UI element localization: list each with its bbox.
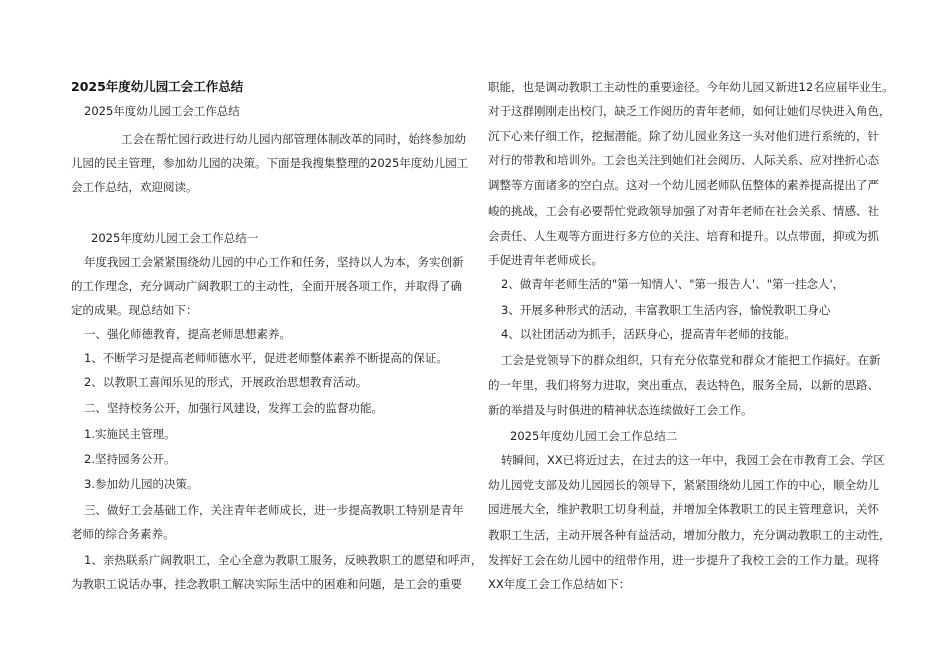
paragraph-line: 定的成果。现总结如下： [71,303,198,317]
paragraph-line: 峻的挑战，工会有必要帮忙党政领导加强了对青年老师在社会关系、情感、社 [488,204,879,218]
paragraph-line: 的工作理念，充分调动广阔教职工的主动性，全面开展各项工作，并取得了确 [71,279,462,293]
section-heading: 2025年度幼儿园工会工作总结二 [510,429,678,443]
paragraph-line: 3.参加幼儿园的决策。 [84,477,199,491]
paragraph-line: 转瞬间，XX已将近过去，在过去的这一年中，我园工会在市教育工会、学区 [501,453,885,467]
paragraph-line: 调整等方面诸多的空白点。这对一个幼儿园老师队伍整体的素养提高提出了严 [488,178,879,192]
paragraph-line: 2.坚持园务公开。 [84,452,176,466]
paragraph-line: 会责任、人生观等方面进行多方位的关注、培育和提升。以点带面，抑或为抓 [488,229,879,243]
paragraph-line: 年度我园工会紧紧围绕幼儿园的中心工作和任务，坚持以人为本，务实创新 [84,255,464,269]
paragraph-line: 新的举措及与时俱进的精神状态连续做好工会工作。 [488,403,753,417]
paragraph-line: 发挥好工会在幼儿园中的纽带作用，进一步提升了我校工会的工作力量。现将 [488,553,879,567]
paragraph-line: 3、开展多种形式的活动，丰富教职工生活内容，愉悦教职工身心 [501,303,831,317]
paragraph-line: 教职工生活，主动开展各种有益活动，增加分散力，充分调动教职工的主动性， [488,528,891,542]
paragraph-line: 会工作总结，欢迎阅读。 [71,180,198,194]
paragraph-line: 的一年里，我们将努力进取，突出重点，表达特色，服务全局，以新的思路、 [488,378,879,392]
paragraph-line: 对于这群刚刚走出校门，缺乏工作阅历的青年老师，如何让她们尽快进入角色， [488,104,891,118]
paragraph-line: 园进展大全，维护教职工切身利益，并增加全体教职工的民主管理意识，关怀 [488,502,879,516]
paragraph-line: 为教职工说话办事，挂念教职工解决实际生活中的困难和问题，是工会的重要 [71,577,462,591]
paragraph-line: 二、坚持校务公开，加强行风建设，发挥工会的监督功能。 [84,401,383,415]
paragraph-line: 1、不断学习是提高老师师德水平，促进老师整体素养不断提高的保证。 [84,351,448,365]
paragraph-line: 一、强化师德教育，提高老师思想素养。 [84,327,291,341]
paragraph-line: 1.实施民主管理。 [84,427,176,441]
paragraph-line: 4、以社团活动为抓手，活跃身心，提高青年老师的技能。 [501,327,796,341]
document-title: 2025年度幼儿园工会工作总结 [71,79,244,94]
paragraph-line: 儿园的民主管理，参加幼儿园的决策。下面是我搜集整理的2025年度幼儿园工 [71,156,469,170]
paragraph-line: 手促进青年老师成长。 [488,253,603,267]
paragraph-line: 对行的带教和培训外。工会也关注到她们社会阅历、人际关系、应对挫折心态 [488,153,879,167]
section-heading: 2025年度幼儿园工会工作总结一 [91,231,259,245]
paragraph-line: 2、做青年老师生活的"第一知情人'、"第一报告人'、"第一挂念人'， [501,277,845,291]
subtitle: 2025年度幼儿园工会工作总结 [84,104,240,118]
paragraph-line: 老师的综合务素养。 [71,527,175,541]
paragraph-line: 1、亲热联系广阔教职工，全心全意为教职工服务，反映教职工的愿望和呼声， [84,553,483,567]
paragraph-line: XX年度工会工作总结如下： [488,577,631,591]
paragraph-line: 职能，也是调动教职工主动性的重要途径。今年幼儿园又新进12名应届毕业生。 [488,80,894,94]
paragraph-line: 三、做好工会基础工作，关注青年老师成长，进一步提高教职工特别是青年 [84,503,464,517]
paragraph-line: 沉下心来仔细工作，挖掘潜能。除了幼儿园业务这一头对他们进行系统的，针 [488,129,879,143]
paragraph-line: 幼儿园党支部及幼儿园园长的领导下，紧紧围绕幼儿园工作的中心，顺全幼儿 [488,478,879,492]
paragraph-line: 2、以教职工喜闻乐见的形式，开展政治思想教育活动。 [84,375,368,389]
paragraph-line: 工会是党领导下的群众组织，只有充分依靠党和群众才能把工作搞好。在新 [501,353,881,367]
paragraph-line: 工会在帮忙园行政进行幼儿园内部管理体制改革的同时，始终参加幼 [121,132,466,146]
